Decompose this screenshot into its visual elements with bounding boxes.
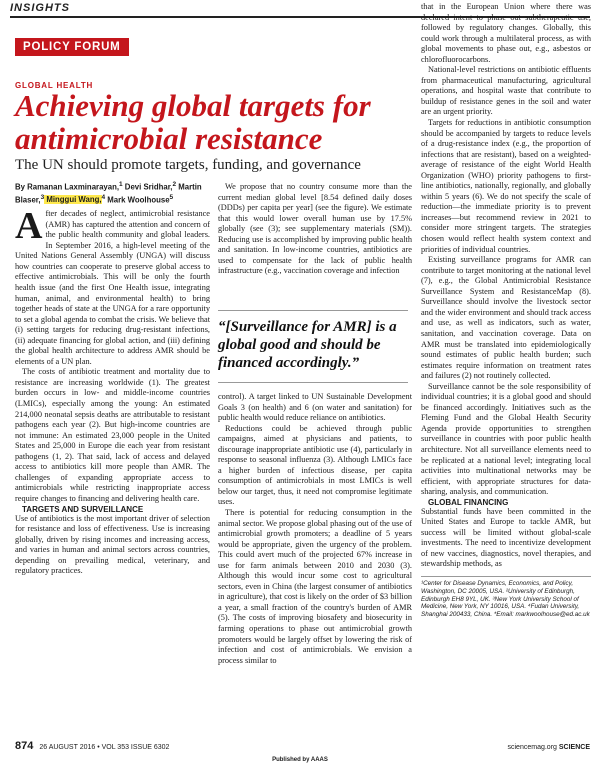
article-title: Achieving global targets for antimicrobial resistance [15,88,371,156]
paragraph: control). A target linked to UN Sustainable Development Goals 3 (on health) and 6 (on water and sanitation) for public health would reduce reliance on antibiotics. [218,392,412,423]
paragraph: Substantial funds have been committed in the United States and Europe to tackle AMR, but success will be limited without global-scale investments. The need to incentivize development of new vaccines, diagnostics, novel therapies, and stewardship methods, as [421,506,591,569]
subhead-financing: GLOBAL FINANCING [428,497,509,507]
paragraph: There is potential for reducing consumption in the animal sector. We propose global phasing out of the use of antimicrobial growth promoters; a deadline of 5 years would be appropriate, given the urgency of the problem. This could avert much of the projected 67% increase in use for farm animals between 2010 and 2030 (3). Although this would incur some cost to agricultural sectors, even in China (the largest consumer of antibiotics in agriculture), that cost is likely on the order of $3 billion a year, a small fraction of the country's burden of AMR (5). The costs of improving biosafety and biosecurity in farming operations to phase out antimicrobial growth promoters would be largely offset by lowering the risk of infection and cost of antimicrobials. We envision a process similar to [218,508,412,665]
paragraph: Use of antibiotics is the most important driver of selection for resistance and loss of effectiveness. Use is increasing globally, driven by rising incomes and increasing access, and varies in human and animal sectors across countries, depending on prevailing medical, veterinary, and regulatory practices. [15,513,210,576]
paragraph: After decades of neglect, antimicrobial resistance (AMR) has captured the attention and concern of the public health community and global leaders. In September 2016, a high-level meeting of the United Nations General Assembly (UNGA) will discuss how countries can cooperate to preserve global access to effective antimicrobials. This will be only the fourth health issue (and the first One Health issue, integrating human, animal, and environmental health) to bring together heads of state at the UNGA for a rare opportunity to set a global agenda to combat the crisis. We believe that (i) setting targets for reducing drug-resistant infections, (ii) adequate financing for global action, and (iii) defining the global health architecture to address AMR should be elements of a UN plan. [15,205,210,366]
pull-quote-rule-top [218,310,408,311]
page-number: 874 [15,740,34,752]
footer-left [15,740,169,752]
pull-quote: “[Surveillance for AMR] is a global good and should be financed accordingly.” [218,319,397,371]
paragraph: The costs of antibiotic treatment and mortality due to resistance are increasing worldwide (1). The greatest burden occurs in low- and middle-income countries (LMICs), especially among the young: An estimated 214,000 neonatal sepsis deaths are attributable to resistant pathogens each year (2). But high-income countries are not immune: An estimated 23,000 people in the United States and 25,000 in Europe die each year from resistant pathogens (1, 2). That said, lack of access and delayed access to antibiotics kill more people than AMR. The challenges of expanding appropriate access to antimicrobials while restricting inappropriate access require changes to financing and delivering health care. [15,367,210,503]
subhead-targets: TARGETS AND SURVEILLANCE [22,504,144,514]
paragraph: Surveillance cannot be the sole responsibility of individual countries; it is a global good and should be financed accordingly. Initiatives such as the Fleming Fund and the Global Health Security Agenda provide opportunities to strengthen surveillance in countries with poor public health architecture. Not all surveillance elements need to be replicated at a national level; integrating local activities into multinational networks may be efficient, with appropriate structures for data-sharing, analysis, and communication. [421,381,591,497]
publisher-line: Published by AAAS [272,757,328,763]
column-3 [421,2,591,619]
affiliations: ¹Center for Disease Dynamics, Economics, and Policy, Washington, DC 20005, USA. ²University of Edinburgh, Edinburgh EH8 9YL, UK. ³New York University School of Medicine, New York, NY 10016, USA. ⁴Fudan University, Shanghai 200433, China. *Email: markwoolhouse@ed.ac.uk [421,576,591,619]
issue-info: 26 AUGUST 2016 • VOL 353 ISSUE 6302 [39,744,170,751]
section-label: GLOBAL HEALTH [15,81,94,90]
paragraph: Reductions could be achieved through public campaigns, aimed at physicians and patients, to discourage inappropriate antibiotic use (4), particularly in response to seasonal influenza (3). Although LMICs face a higher burden of infectious disease, per capita consumption of antimicrobials in most LMICs is well below our target, thus, it need not compromise legitimate uses. [218,423,412,507]
policy-forum-badge: POLICY FORUM [15,38,129,56]
column-2-continued [218,392,412,666]
paragraph: Existing surveillance programs for AMR can contribute to target monitoring at the national level (7), e.g., the Global Antimicrobial Resistance Surveillance System and ResistanceMap (8). Surveillance should involve the livestock sector and the wider environment and should track access and use, as well as indicators, such as water, sanitation, and vaccination coverage. Data on AMR must be translated into epidemiologically sound estimates of public health burden; such estimates require information on treatment rates and failures (2) not routinely collected. [421,255,591,381]
paragraph: Targets for reductions in antibiotic consumption should be accompanied by targets to reduce levels of a drug-resistance index (e.g., the proportion of infections that are resistant), based on a weighted-average of resistance of the eight World Health Organization (WHO) priority pathogens to first-line antibiotics, nationally, regionally, and globally within 5 years (6). We do not specify the scale of reduction—the immediate priority is to prevent increases—but recommend review in 2021 to consider more stringent targets. The strategies chosen would reflect health system context and priorities of individual countries. [421,118,591,254]
drop-cap: A [15,205,43,248]
highlighted-author: Minggui Wang, [44,195,102,205]
running-head: INSIGHTS [10,2,70,14]
column-2 [218,182,412,277]
paragraph: National-level restrictions on antibiotic effluents from pharmaceutical manufacturing, agricultural operations, and hospital waste that contribute to buildup of resistance genes in the soil and water are an urgent priority. [421,65,591,117]
pull-quote-rule-bottom [218,382,408,383]
article-deck: The UN should promote targets, funding, and governance [15,157,361,173]
page-footer [15,740,590,752]
paragraph: that in the European Union where there was declared intent to phase out subtherapeutic use, followed by regulatory changes. Globally, this could work through a multilateral process, as with global movements to phase out, e.g., asbestos or chlorofluorocarbons. [421,2,591,64]
journal-name: SCIENCE [558,744,590,751]
paragraph: We propose that no country consume more than the current median global level [8.54 defined daily doses (DDDs) per capita per year] (see the figure). We estimate that this would lower overall human use by 17.5% globally (see (3); see supplementary materials (SM)). Reducing use is accomplished by improving public health and sanitation. In low-income countries, antibiotics are used to compensate for the lack of public health infrastructure (e.g., vaccination coverage and infection [218,182,412,276]
footer-right [508,744,591,751]
site-url: sciencemag.org [507,744,557,751]
author-list: By Ramanan Laxminarayan,$^1$ Devi Sridhar,$^2$ Martin Blaser,$^3$ Minggui Wang,$^4$ Mark Woolhouse$^5$ [15,181,202,205]
column-1 [15,180,210,577]
